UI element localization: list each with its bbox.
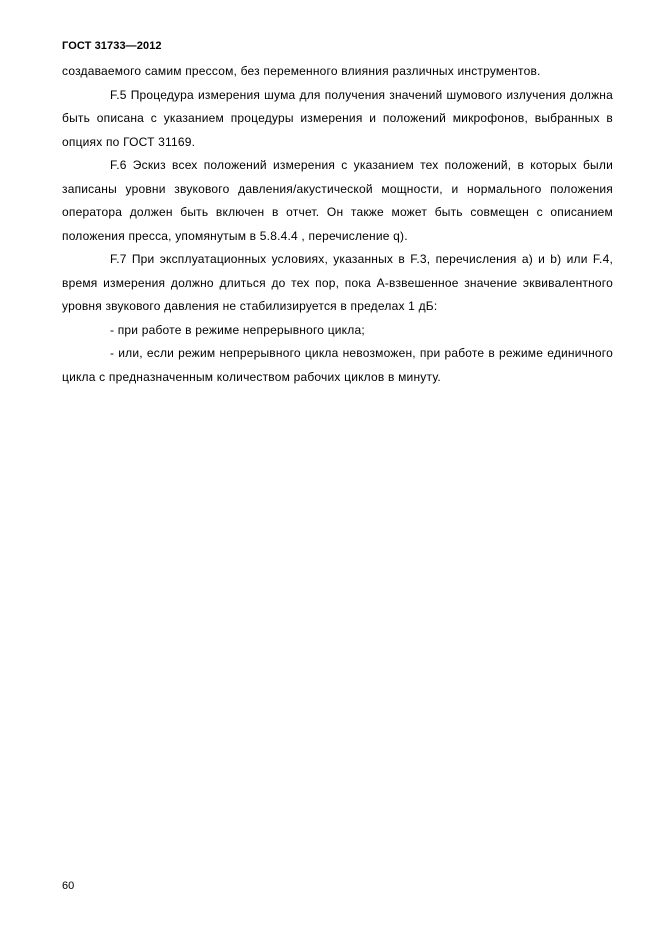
page-number: 60 — [62, 880, 75, 892]
paragraph-f5: F.5 Процедура измерения шума для получения значений шумового излучения должна быть описана с указанием процедуры измерения и положений микрофонов, выбранных в опциях по ГОСТ 31169. — [62, 87, 613, 149]
list-item-single-cycle: - или, если режим непрерывного цикла невозможен, при работе в режиме единичного цикла с предназначенным количеством рабочих циклов в минуту. — [62, 346, 613, 384]
document-header: ГОСТ 31733—2012 — [62, 40, 162, 52]
paragraph-f7: F.7 При эксплуатационных условиях, указанных в F.3, перечисления а) и b) или F.4, время измерения должно длиться до тех пор, пока А-взвешенное значение эквивалентного уровня звукового давления не стабилизируется в пределах 1 дБ: — [62, 252, 613, 313]
document-body — [62, 60, 613, 389]
paragraph-continuation: создаваемого самим прессом, без переменного влияния различных инструментов. — [62, 64, 541, 78]
paragraph-f6: F.6 Эскиз всех положений измерения с указанием тех положений, в которых были записаны уровни звукового давления/акустической мощности, и нормального положения оператора должен быть включен в отчет. Он также может быть совмещен с описанием положения пресса, упомянутым в 5.8.4.4 , перечисление q). — [62, 158, 613, 243]
list-item-continuous-cycle: - при работе в режиме непрерывного цикла; — [110, 322, 365, 337]
